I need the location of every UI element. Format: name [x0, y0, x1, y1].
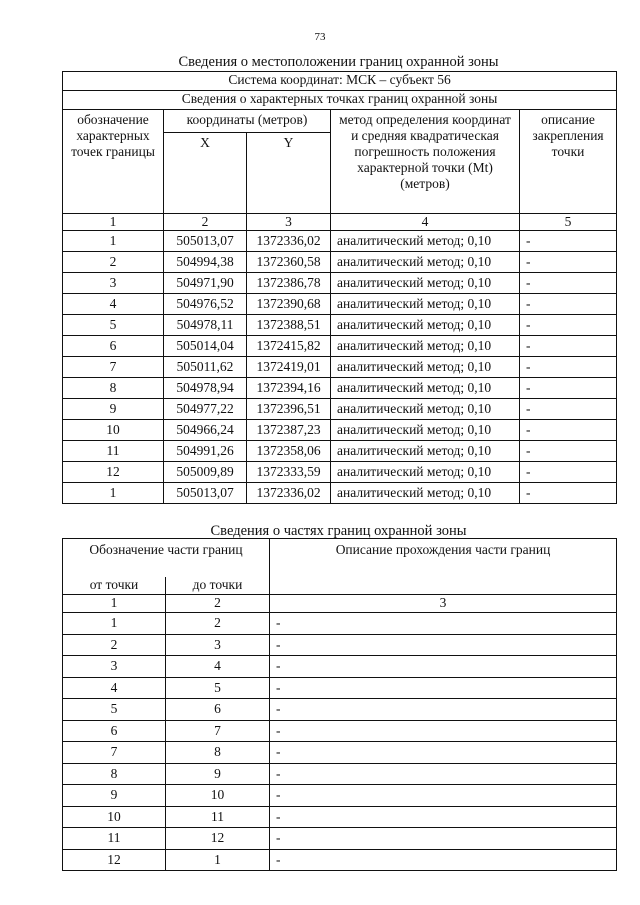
part-description: - [270, 806, 617, 828]
column-number: 2 [164, 214, 247, 231]
to-point: 3 [166, 634, 270, 656]
x-coordinate: 504966,24 [164, 420, 247, 441]
part-row [63, 720, 617, 742]
point-number: 1 [63, 483, 164, 504]
y-coordinate: 1372388,51 [247, 315, 331, 336]
x-coordinate: 504977,22 [164, 399, 247, 420]
y-coordinate: 1372386,78 [247, 273, 331, 294]
point-number: 2 [63, 252, 164, 273]
to-point: 4 [166, 656, 270, 678]
point-row [63, 231, 617, 252]
boundary-parts-table [62, 538, 617, 871]
y-coordinate-header: Y [247, 133, 331, 214]
to-point: 9 [166, 763, 270, 785]
method-value: аналитический метод; 0,10 [331, 357, 520, 378]
column-number: 3 [270, 595, 617, 613]
y-coordinate: 1372336,02 [247, 231, 331, 252]
y-coordinate: 1372358,06 [247, 441, 331, 462]
part-description: - [270, 849, 617, 871]
y-coordinate: 1372415,82 [247, 336, 331, 357]
method-value: аналитический метод; 0,10 [331, 483, 520, 504]
boundary-parts-title: Сведения о частях границ охранной зоны [210, 523, 467, 539]
from-point: 2 [63, 634, 166, 656]
point-label-header: обозначение характерных точек границы [63, 110, 164, 214]
x-coordinate: 505011,62 [164, 357, 247, 378]
part-row [63, 634, 617, 656]
part-description-header: Описание прохождения части границ [270, 539, 617, 595]
point-number: 11 [63, 441, 164, 462]
y-coordinate: 1372419,01 [247, 357, 331, 378]
fixing-value: - [520, 231, 617, 252]
to-point: 2 [166, 613, 270, 635]
from-point: 9 [63, 785, 166, 807]
to-point: 5 [166, 677, 270, 699]
fixing-value: - [520, 462, 617, 483]
part-row [63, 763, 617, 785]
to-point: 7 [166, 720, 270, 742]
boundary-location-title: Сведения о местоположении границ охранной зоны [178, 54, 499, 70]
fixing-value: - [520, 336, 617, 357]
fixing-value: - [520, 378, 617, 399]
method-value: аналитический метод; 0,10 [331, 315, 520, 336]
method-value: аналитический метод; 0,10 [331, 252, 520, 273]
fixing-value: - [520, 420, 617, 441]
part-description: - [270, 763, 617, 785]
from-point: 8 [63, 763, 166, 785]
point-row [63, 441, 617, 462]
part-description: - [270, 742, 617, 764]
x-coordinate: 504976,52 [164, 294, 247, 315]
point-row [63, 252, 617, 273]
to-point: 8 [166, 742, 270, 764]
part-row [63, 806, 617, 828]
part-row [63, 828, 617, 850]
part-description: - [270, 699, 617, 721]
fixing-value: - [520, 357, 617, 378]
fixing-value: - [520, 273, 617, 294]
point-number: 3 [63, 273, 164, 294]
column-number: 4 [331, 214, 520, 231]
point-number: 1 [63, 231, 164, 252]
column-number: 3 [247, 214, 331, 231]
fixing-value: - [520, 252, 617, 273]
x-coordinate: 505014,04 [164, 336, 247, 357]
y-coordinate: 1372333,59 [247, 462, 331, 483]
part-description: - [270, 785, 617, 807]
point-number: 4 [63, 294, 164, 315]
part-description: - [270, 677, 617, 699]
part-description: - [270, 828, 617, 850]
y-coordinate: 1372387,23 [247, 420, 331, 441]
x-coordinate: 505013,07 [164, 231, 247, 252]
x-coordinate: 504994,38 [164, 252, 247, 273]
part-description: - [270, 613, 617, 635]
from-point: 6 [63, 720, 166, 742]
point-row [63, 462, 617, 483]
part-row [63, 613, 617, 635]
point-row [63, 294, 617, 315]
point-row [63, 399, 617, 420]
part-label-header: Обозначение части границ [63, 539, 270, 577]
from-point: 3 [63, 656, 166, 678]
method-value: аналитический метод; 0,10 [331, 231, 520, 252]
x-coordinate: 505013,07 [164, 483, 247, 504]
part-row [63, 742, 617, 764]
point-row [63, 378, 617, 399]
column-number: 1 [63, 595, 166, 613]
fixing-value: - [520, 483, 617, 504]
part-description: - [270, 634, 617, 656]
point-number: 12 [63, 462, 164, 483]
from-point: 4 [63, 677, 166, 699]
from-point-header: от точки [63, 577, 166, 595]
characteristic-points-table [62, 71, 617, 504]
characteristic-points-subtitle: Сведения о характерных точках границ охранной зоны [63, 91, 617, 110]
method-value: аналитический метод; 0,10 [331, 273, 520, 294]
method-value: аналитический метод; 0,10 [331, 462, 520, 483]
to-point: 10 [166, 785, 270, 807]
part-description: - [270, 656, 617, 678]
method-value: аналитический метод; 0,10 [331, 420, 520, 441]
point-number: 7 [63, 357, 164, 378]
point-number: 10 [63, 420, 164, 441]
from-point: 10 [63, 806, 166, 828]
point-number: 5 [63, 315, 164, 336]
y-coordinate: 1372336,02 [247, 483, 331, 504]
point-row [63, 420, 617, 441]
part-row [63, 656, 617, 678]
point-row [63, 483, 617, 504]
coordinate-system-label: Система координат: МСК – субъект 56 [63, 72, 617, 91]
point-number: 6 [63, 336, 164, 357]
to-point: 11 [166, 806, 270, 828]
to-point: 12 [166, 828, 270, 850]
part-row [63, 699, 617, 721]
column-number: 5 [520, 214, 617, 231]
x-coordinate: 504978,94 [164, 378, 247, 399]
x-coordinate-header: X [164, 133, 247, 214]
fixing-value: - [520, 399, 617, 420]
point-row [63, 315, 617, 336]
page-number: 73 [314, 31, 326, 43]
x-coordinate: 504971,90 [164, 273, 247, 294]
column-number: 1 [63, 214, 164, 231]
to-point: 6 [166, 699, 270, 721]
fixing-value: - [520, 294, 617, 315]
method-value: аналитический метод; 0,10 [331, 336, 520, 357]
method-value: аналитический метод; 0,10 [331, 294, 520, 315]
x-coordinate: 504978,11 [164, 315, 247, 336]
column-number: 2 [166, 595, 270, 613]
y-coordinate: 1372394,16 [247, 378, 331, 399]
to-point-header: до точки [166, 577, 270, 595]
method-value: аналитический метод; 0,10 [331, 399, 520, 420]
y-coordinate: 1372360,58 [247, 252, 331, 273]
from-point: 11 [63, 828, 166, 850]
x-coordinate: 504991,26 [164, 441, 247, 462]
point-row [63, 273, 617, 294]
fixing-value: - [520, 441, 617, 462]
part-row [63, 677, 617, 699]
y-coordinate: 1372396,51 [247, 399, 331, 420]
y-coordinate: 1372390,68 [247, 294, 331, 315]
x-coordinate: 505009,89 [164, 462, 247, 483]
part-row [63, 785, 617, 807]
part-row [63, 849, 617, 871]
fixing-description-header: описание закрепления точки [520, 110, 617, 214]
point-row [63, 336, 617, 357]
from-point: 1 [63, 613, 166, 635]
from-point: 12 [63, 849, 166, 871]
fixing-value: - [520, 315, 617, 336]
point-number: 9 [63, 399, 164, 420]
method-header: метод определения координат и средняя квадратическая погрешность положения характерной точки (Mt) (метров) [331, 110, 520, 214]
from-point: 5 [63, 699, 166, 721]
coordinates-header: координаты (метров) [164, 110, 331, 133]
to-point: 1 [166, 849, 270, 871]
point-row [63, 357, 617, 378]
method-value: аналитический метод; 0,10 [331, 378, 520, 399]
method-value: аналитический метод; 0,10 [331, 441, 520, 462]
from-point: 7 [63, 742, 166, 764]
point-number: 8 [63, 378, 164, 399]
part-description: - [270, 720, 617, 742]
